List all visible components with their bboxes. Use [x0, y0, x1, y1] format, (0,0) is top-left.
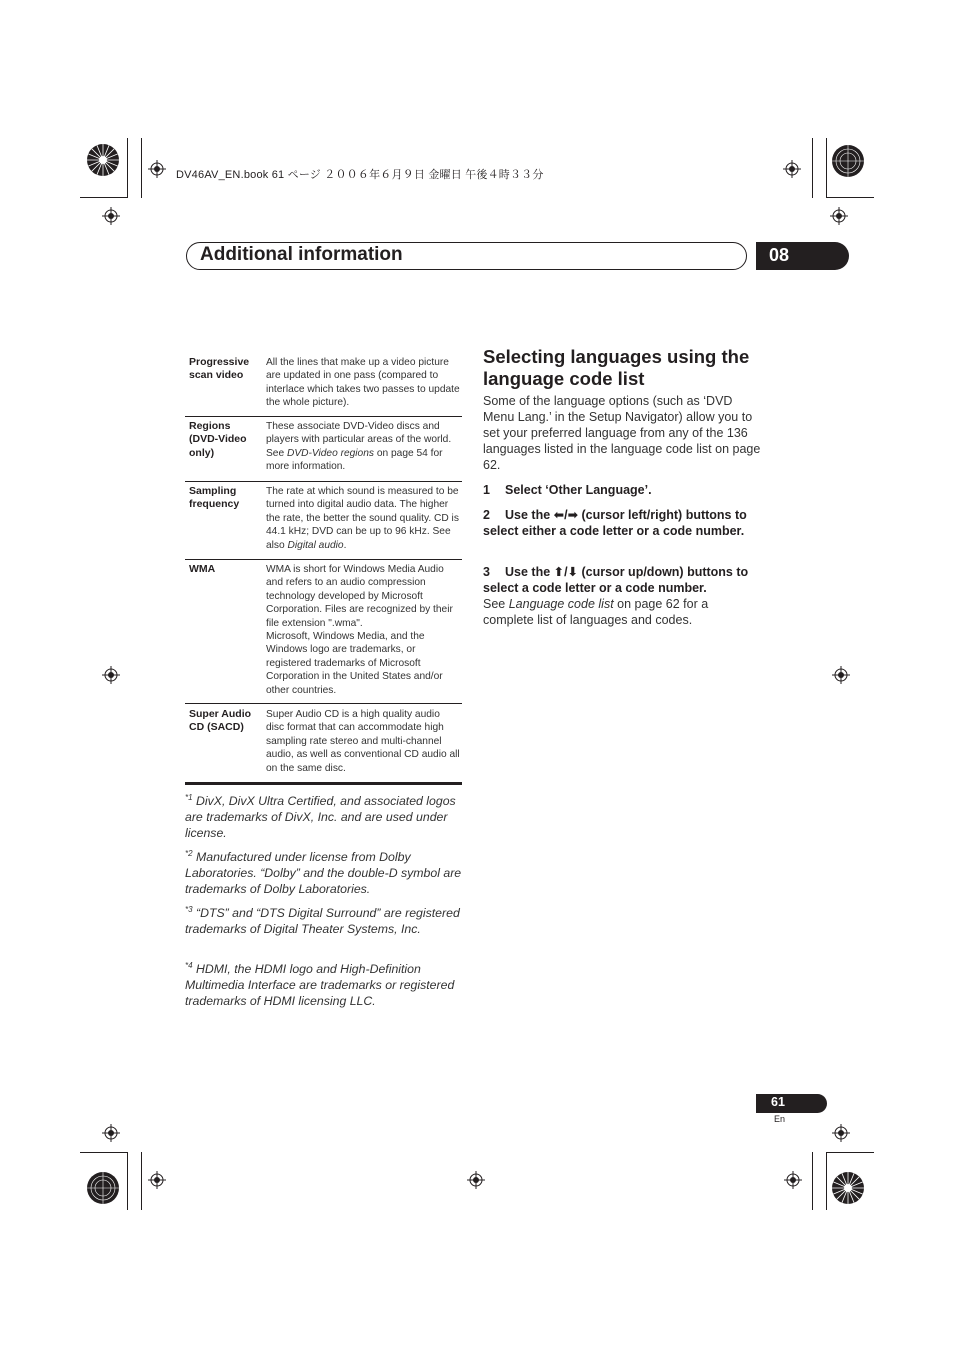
- registration-rosette-icon: [86, 1171, 120, 1205]
- table-row: [185, 708, 462, 785]
- step-item: 2 Use the ⬅/➡ (cursor left/right) buttons to select either a code letter or a code number.: [483, 508, 747, 538]
- glossary-term: Progressive scan video: [189, 356, 250, 382]
- glossary-definition: These associate DVD-Video discs and players with particular areas of the world. See DVD-Video regions on page 54 for more information.: [266, 421, 452, 473]
- crosshair-icon: [830, 207, 848, 225]
- crosshair-icon: [102, 207, 120, 225]
- registration-rosette-icon: [831, 1171, 865, 1205]
- glossary-definition: WMA is short for Windows Media Audio and refers to an audio compression technology developed by Microsoft Corporation. Files are recognized by their file extension ".wma". Microsoft, Windows Media, and the Windows logo are trademarks, or registered trademarks of Microsoft Corporation in the United States and/or other countries.: [266, 564, 453, 696]
- glossary-term: WMA: [189, 563, 216, 575]
- footnote: $^{*4}$ HDMI, the HDMI logo and High-Definition Multimedia Interface are trademarks or registered trademarks of HDMI licensing LLC.: [185, 961, 455, 1009]
- page-language: En: [774, 1114, 786, 1124]
- section-intro: Some of the language options (such as ‘DVD Menu Lang.’ in the Setup Navigator) allow you to set your preferred language from any of the 136 languages listed in the language code list on page 62.: [483, 394, 761, 472]
- crosshair-icon: [784, 1171, 802, 1189]
- crosshair-icon: [102, 666, 120, 684]
- table-row: [185, 356, 462, 417]
- glossary-term: Regions (DVD-Video only): [189, 420, 247, 459]
- crosshair-icon: [102, 1124, 120, 1142]
- table-row: [185, 485, 462, 560]
- footnote: $^{*1}$ DivX, DivX Ultra Certified, and associated logos are trademarks of DivX, Inc. and are used under license.: [185, 793, 456, 841]
- glossary-definition: The rate at which sound is measured to be turned into digital audio data. The higher the rate, the better the sound quality. CD is 44.1 kHz; DVD can be up to 96 kHz. See also Digital audio.: [266, 486, 459, 551]
- chapter-number: 08: [769, 245, 790, 265]
- registration-rosette-icon: [86, 143, 120, 177]
- crosshair-icon: [832, 1124, 850, 1142]
- glossary-definition: Super Audio CD is a high quality audio disc format that can accommodate high sampling rate stereo and multi-channel audio, as well as conventional CD audio all on the same disc.: [266, 709, 460, 774]
- footnote: $^{*3}$ “DTS” and “DTS Digital Surround” are registered trademarks of Digital Theater Systems, Inc.: [185, 905, 460, 937]
- glossary-definition: All the lines that make up a video picture are updated in one pass (compared to interlace which takes two passes to update the whole picture).: [266, 357, 460, 409]
- page-number-badge: [756, 1094, 827, 1113]
- table-row: [185, 420, 462, 482]
- page-number: 61: [771, 1095, 785, 1109]
- crosshair-icon: [148, 160, 166, 178]
- crosshair-icon: [832, 666, 850, 684]
- glossary-term: Super Audio CD (SACD): [189, 708, 252, 734]
- print-job-header: DV46AV_EN.book 61 ページ ２００６年６月９日 金曜日 午後４時３３分: [176, 169, 544, 181]
- step-note: See Language code list on page 62 for a complete list of languages and codes.: [483, 597, 709, 627]
- table-row: [185, 563, 462, 704]
- page-title: Additional information: [200, 244, 403, 265]
- crosshair-icon: [467, 1171, 485, 1189]
- footnote: $^{*2}$ Manufactured under license from Dolby Laboratories. “Dolby” and the double-D symbol are trademarks of Dolby Laboratories.: [185, 849, 462, 897]
- glossary-term: Sampling frequency: [189, 485, 240, 511]
- section-heading: Selecting languages using the language code list: [483, 346, 750, 389]
- step-item: 1 Select ‘Other Language’.: [483, 483, 652, 497]
- crosshair-icon: [148, 1171, 166, 1189]
- crosshair-icon: [783, 160, 801, 178]
- step-item: 3 Use the ⬆/⬇ (cursor up/down) buttons to select a code letter or a code number.: [483, 565, 749, 595]
- registration-rosette-icon: [831, 144, 865, 178]
